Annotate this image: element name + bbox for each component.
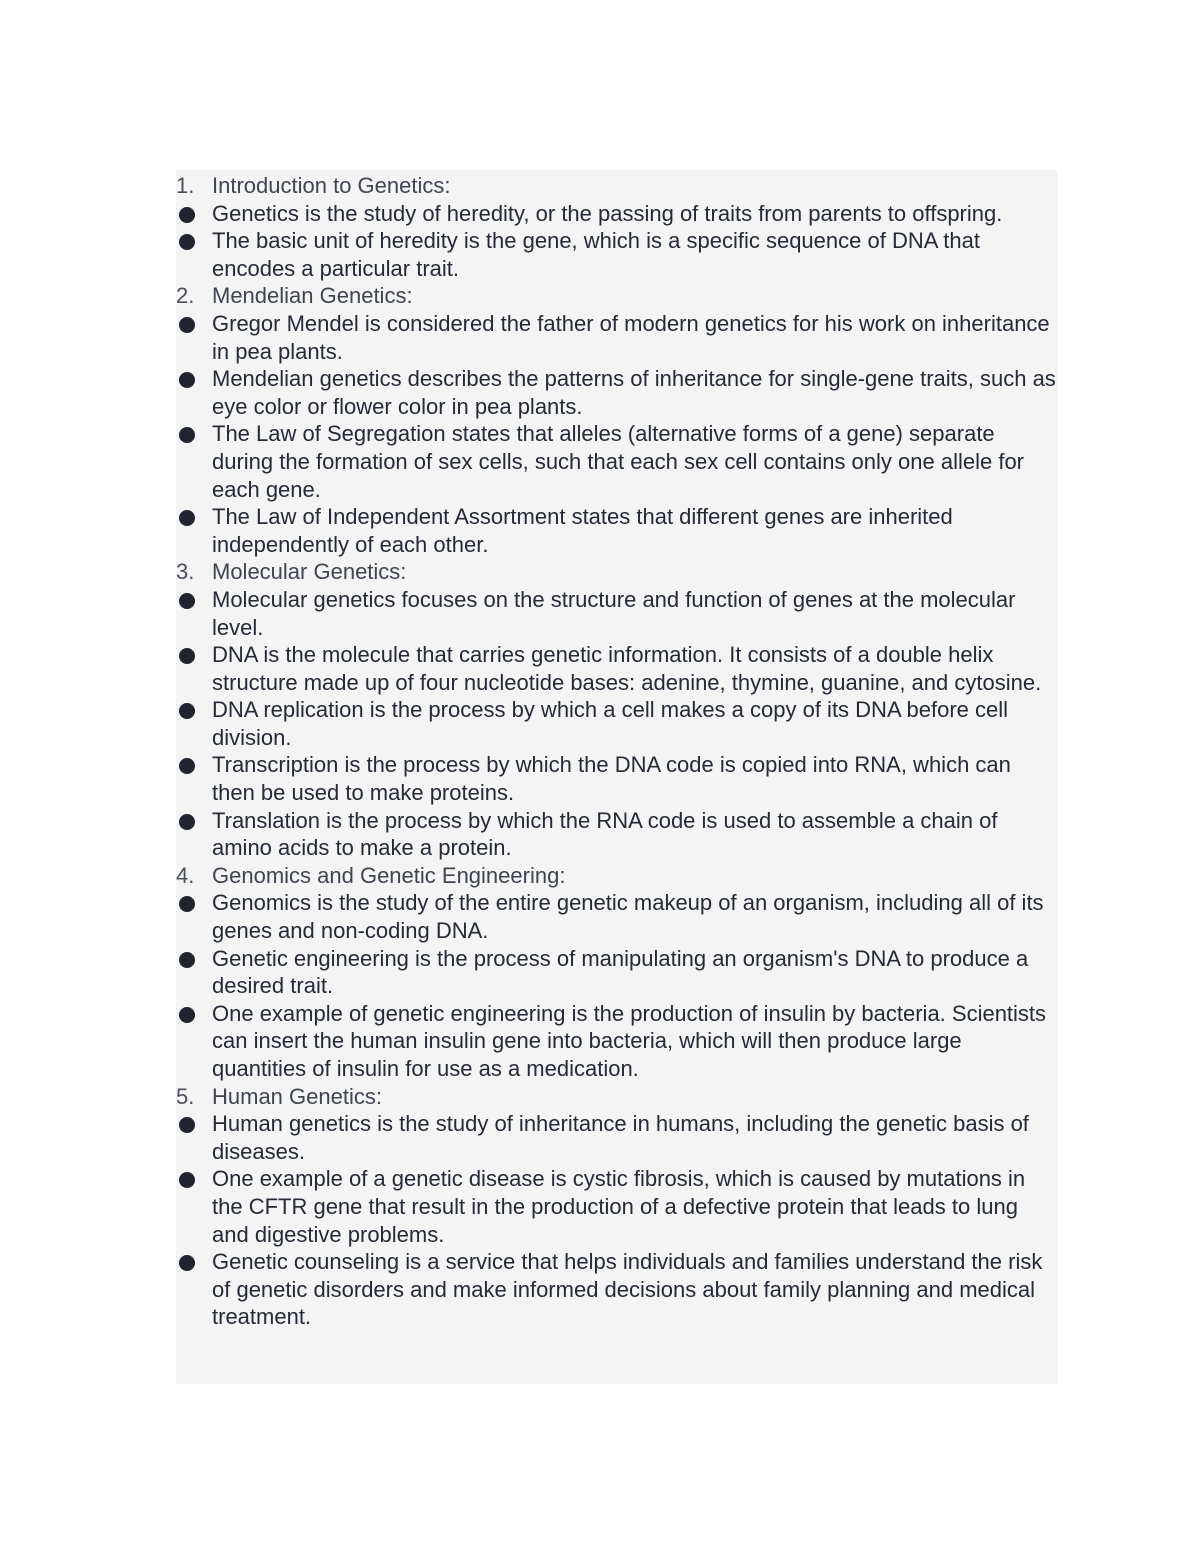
bullet-icon <box>179 372 195 388</box>
section-number: 3. <box>176 559 195 585</box>
list-item-text: Genomics is the study of the entire genetic makeup of an organism, including all of its genes and non-coding DNA. <box>212 890 1044 944</box>
bullet-icon <box>179 703 195 719</box>
bullet-icon <box>179 207 195 223</box>
list-item <box>176 200 1058 228</box>
list-item-text: The Law of Independent Assortment states that different genes are inherited independently of each other. <box>212 504 953 557</box>
list-item-text: One example of a genetic disease is cystic fibrosis, which is caused by mutations in the CFTR gene that result in the production of a defective protein that leads to lung and digestive problems. <box>212 1166 1026 1247</box>
list-item <box>176 503 1058 558</box>
list-item-text: Translation is the process by which the RNA code is used to assemble a chain of amino acids to make a protein. <box>212 807 998 861</box>
list-item-text: Gregor Mendel is considered the father of modern genetics for his work on inheritance in pea plants. <box>212 310 1050 364</box>
section-title: Mendelian Genetics: <box>212 283 413 309</box>
section-number: 2. <box>176 283 195 309</box>
bullet-icon <box>179 1255 195 1271</box>
list-item <box>176 696 1058 751</box>
section-number: 5. <box>176 1083 195 1109</box>
list-item-text: Genetic counseling is a service that helps individuals and families understand the risk of genetic disorders and make informed decisions about family planning and medical treatment. <box>212 1249 1043 1330</box>
list-item <box>176 586 1058 641</box>
section-title: Genomics and Genetic Engineering: <box>212 862 566 888</box>
bullet-icon <box>179 510 195 526</box>
section-heading <box>176 558 1058 586</box>
list-item-text: Genetics is the study of heredity, or the passing of traits from parents to offspring. <box>212 200 1003 226</box>
list-item <box>176 807 1058 862</box>
list-item <box>176 1000 1058 1083</box>
section-title: Introduction to Genetics: <box>212 173 451 198</box>
list-item <box>176 420 1058 503</box>
list-item <box>176 889 1058 944</box>
list-item <box>176 1110 1058 1165</box>
bullet-icon <box>179 648 195 664</box>
section-title: Human Genetics: <box>212 1083 382 1109</box>
list-item <box>176 310 1058 365</box>
list-item-text: Human genetics is the study of inheritance in humans, including the genetic basis of diseases. <box>212 1111 1029 1164</box>
list-item-text: Mendelian genetics describes the patterns of inheritance for single-gene traits, such as eye color or flower color in pea plants. <box>212 366 1056 419</box>
list-item <box>176 751 1058 806</box>
bullet-icon <box>179 952 195 968</box>
list-item-text: One example of genetic engineering is the production of insulin by bacteria. Scientists can insert the human insulin gene into bacteria, which will then produce large quantities of insulin for use as a medication. <box>212 1000 1047 1081</box>
list-item <box>176 1248 1058 1331</box>
bullet-icon <box>179 234 195 250</box>
section-number: 4. <box>176 862 195 888</box>
section-heading <box>176 862 1058 890</box>
list-item-text: Genetic engineering is the process of manipulating an organism's DNA to produce a desired trait. <box>212 945 1029 999</box>
list-item <box>176 365 1058 420</box>
list-item <box>176 945 1058 1000</box>
section-title: Molecular Genetics: <box>212 559 407 585</box>
section-heading <box>176 1083 1058 1111</box>
section-number: 1. <box>176 173 195 198</box>
bullet-icon <box>179 896 195 912</box>
list-item-text: The Law of Segregation states that alleles (alternative forms of a gene) separate during the formation of sex cells, such that each sex cell contains only one allele for each gene. <box>212 421 1025 502</box>
bullet-icon <box>179 814 195 830</box>
list-item-text: Molecular genetics focuses on the structure and function of genes at the molecular level. <box>212 586 1016 640</box>
bullet-icon <box>179 317 195 333</box>
bullet-icon <box>179 427 195 443</box>
bullet-icon <box>179 1007 195 1023</box>
notes-list <box>176 170 1058 1331</box>
list-item <box>176 641 1058 696</box>
bullet-icon <box>179 1117 195 1133</box>
list-item <box>176 227 1058 282</box>
bullet-icon <box>179 593 195 609</box>
list-item-text: DNA is the molecule that carries genetic information. It consists of a double helix structure made up of four nucleotide bases: adenine, thymine, guanine, and cytosine. <box>212 642 1042 695</box>
document-page <box>176 170 1058 1384</box>
section-heading <box>176 282 1058 310</box>
bullet-icon <box>179 758 195 774</box>
section-heading <box>176 172 1058 200</box>
list-item-text: Transcription is the process by which the DNA code is copied into RNA, which can then be used to make proteins. <box>212 752 1011 806</box>
bullet-icon <box>179 1172 195 1188</box>
list-item-text: The basic unit of heredity is the gene, which is a specific sequence of DNA that encodes a particular trait. <box>212 228 980 281</box>
list-item <box>176 1165 1058 1248</box>
list-item-text: DNA replication is the process by which a cell makes a copy of its DNA before cell division. <box>212 697 1009 750</box>
